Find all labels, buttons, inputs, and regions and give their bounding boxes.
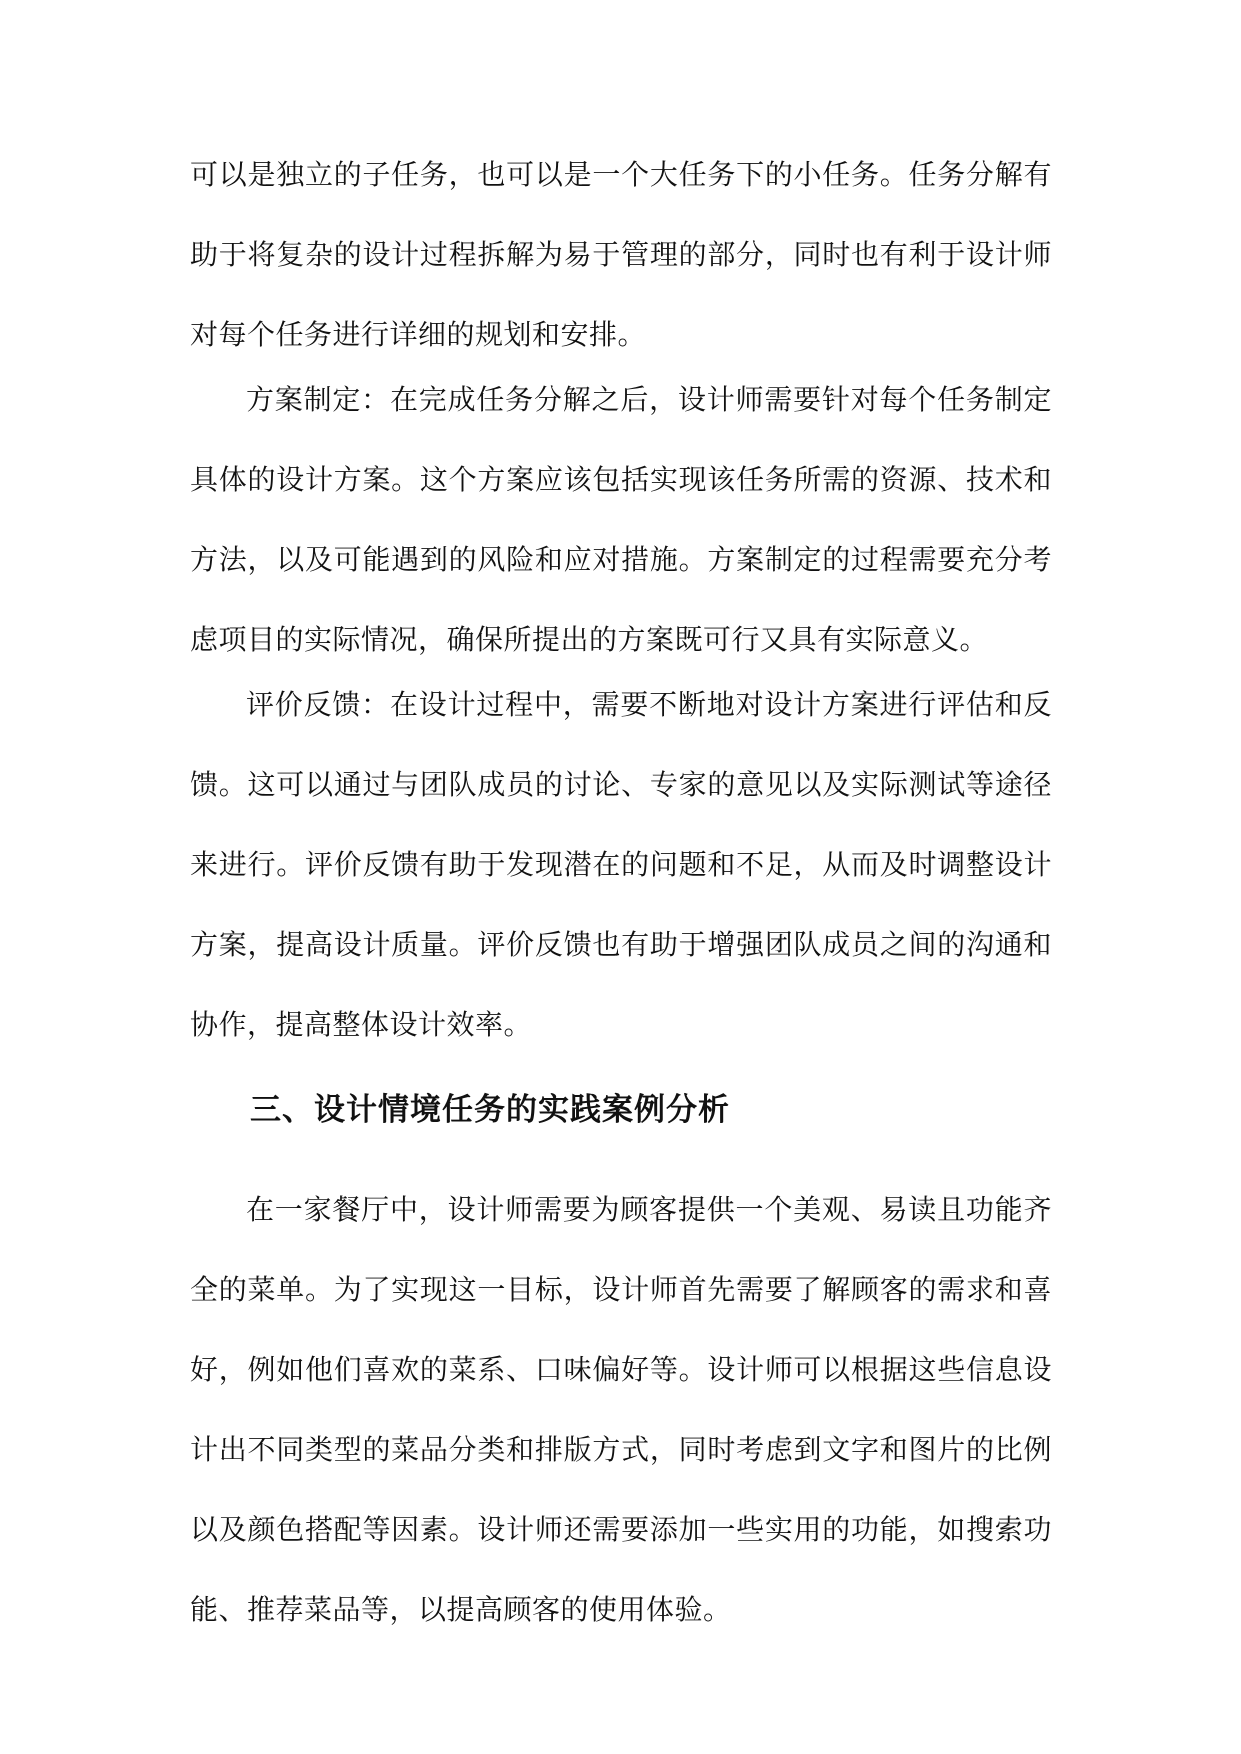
paragraph-restaurant-case: 在一家餐厅中，设计师需要为顾客提供一个美观、易读且功能齐全的菜单。为了实现这一目标，设计师首先需要了解顾客的需求和喜好，例如他们喜欢的菜系、口味偏好等。设计师可以根据这些信息设计出不同类型的菜品分类和排版方式，同时考虑到文字和图片的比例以及颜色搭配等因素。设计师还需要添加一些实用的功能，如搜索功能、推荐菜品等，以提高顾客的使用体验。 (190, 1193, 1052, 1626)
paragraph-plan-formulation: 方案制定：在完成任务分解之后，设计师需要针对每个任务制定具体的设计方案。这个方案应该包括实现该任务所需的资源、技术和方法，以及可能遇到的风险和应对措施。方案制定的过程需要充分考虑项目的实际情况，确保所提出的方案既可行又具有实际意义。 (190, 383, 1052, 656)
section-heading: 三、设计情境任务的实践案例分析 (250, 1092, 730, 1128)
paragraph-evaluation-feedback: 评价反馈：在设计过程中，需要不断地对设计方案进行评估和反馈。这可以通过与团队成员的讨论、专家的意见以及实际测试等途径来进行。评价反馈有助于发现潜在的问题和不足，从而及时调整设计方案，提高设计质量。评价反馈也有助于增强团队成员之间的沟通和协作，提高整体设计效率。 (190, 688, 1052, 1041)
paragraph-task-decomposition-continued: 可以是独立的子任务，也可以是一个大任务下的小任务。任务分解有助于将复杂的设计过程拆解为易于管理的部分，同时也有利于设计师对每个任务进行详细的规划和安排。 (190, 158, 1052, 351)
